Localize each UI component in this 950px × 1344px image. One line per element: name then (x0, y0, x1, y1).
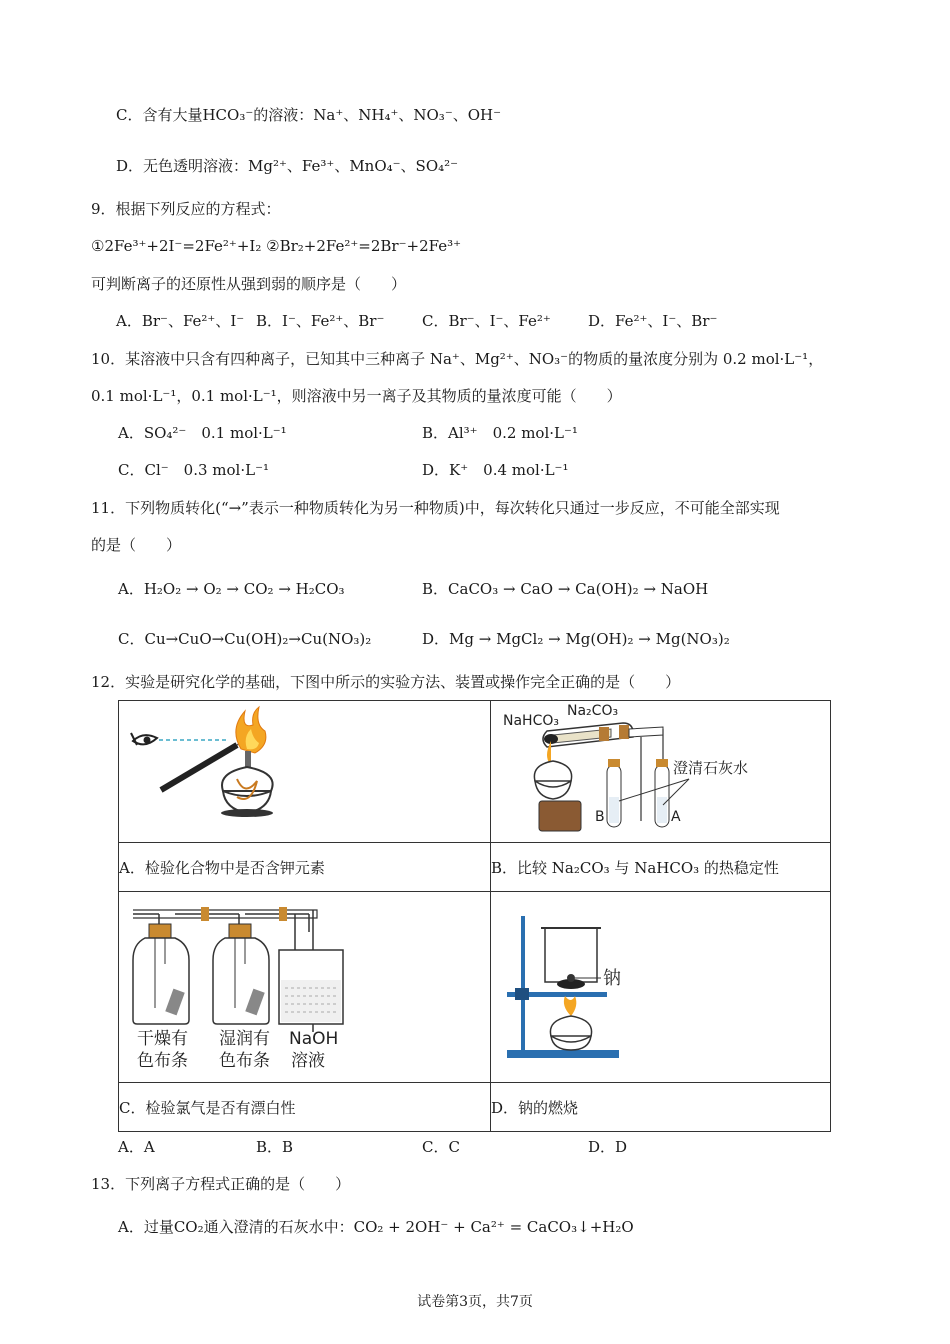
label-wet-1: 湿润有 (219, 1029, 270, 1049)
q9-equations: ①2Fe³⁺+2I⁻=2Fe²⁺+I₂ ②Br₂+2Fe²⁺=2Br⁻+2Fe³⁺ (91, 237, 462, 255)
q9-option-b: B．I⁻、Fe²⁺、Br⁻ (256, 312, 385, 330)
label-naoh-1: NaOH (289, 1029, 339, 1049)
q10-option-b: B．Al³⁺ 0.2 mol·L⁻¹ (422, 424, 578, 442)
q8-option-c: C．含有大量HCO₃⁻的溶液：Na⁺、NH₄⁺、NO₃⁻、OH⁻ (116, 106, 502, 124)
q10-option-a: A．SO₄²⁻ 0.1 mol·L⁻¹ (118, 424, 287, 442)
label-na2co3: Na₂CO₃ (567, 703, 619, 719)
q12-option-a: A．A (118, 1138, 155, 1156)
label-tube-a: A (671, 809, 681, 825)
figure-c-cell (119, 892, 491, 1083)
label-sodium: 钠 (603, 968, 621, 989)
label-wet-2: 色布条 (219, 1051, 270, 1071)
bottle-wet (213, 924, 269, 1024)
label-nahco3: NaHCO₃ (503, 713, 559, 729)
label-tube-b: B (595, 809, 605, 825)
caption-b: B．比较 Na₂CO₃ 与 NaHCO₃ 的热稳定性 (491, 843, 831, 892)
q11-option-b: B．CaCO₃ → CaO → Ca(OH)₂ → NaOH (422, 580, 709, 598)
q10-option-d: D．K⁺ 0.4 mol·L⁻¹ (422, 461, 569, 479)
q8-option-d: D．无色透明溶液：Mg²⁺、Fe³⁺、MnO₄⁻、SO₄²⁻ (116, 157, 459, 175)
q11-option-d: D．Mg → MgCl₂ → Mg(OH)₂ → Mg(NO₃)₂ (422, 630, 730, 648)
sodium-combustion-figure (491, 892, 830, 1078)
q11-stem-line2: 的是（ ） (91, 536, 182, 554)
test-tube-a (655, 759, 669, 827)
page-footer: 试卷第3页，共7页 (417, 1294, 533, 1310)
q11-option-a: A．H₂O₂ → O₂ → CO₂ → H₂CO₃ (118, 580, 345, 598)
beaker-naoh (279, 950, 343, 1024)
q9-stem: 9．根据下列反应的方程式： (91, 200, 281, 218)
caption-d: D．钠的燃烧 (491, 1083, 831, 1132)
figure-a-cell (119, 701, 491, 843)
q10-option-c: C．Cl⁻ 0.3 mol·L⁻¹ (118, 461, 270, 479)
q13-stem: 13．下列离子方程式正确的是（ ） (91, 1175, 351, 1193)
experiment-table (118, 700, 831, 1132)
q9-option-c: C．Br⁻、I⁻、Fe²⁺ (422, 312, 551, 330)
q12-option-b: B．B (256, 1138, 294, 1156)
q10-stem-line2: 0.1 mol·L⁻¹，0.1 mol·L⁻¹，则溶液中另一离子及其物质的量浓度可能（ ） (91, 387, 622, 405)
label-limewater: 澄清石灰水 (673, 759, 749, 777)
q13-option-a: A．过量CO₂通入澄清的石灰水中：CO₂ + 2OH⁻ + Ca²⁺ = CaCO₃↓+H₂O (118, 1218, 634, 1236)
q9-ask: 可判断离子的还原性从强到弱的顺序是（ ） (91, 275, 407, 293)
q12-option-c: C．C (422, 1138, 460, 1156)
flame-test-figure (119, 701, 490, 838)
q11-stem-line1: 11．下列物质转化(“→”表示一种物质转化为另一种物质)中，每次转化只通过一步反应，不可能全部实现 (91, 499, 780, 517)
caption-c: C．检验氯气是否有漂白性 (119, 1083, 491, 1132)
q11-option-c: C．Cu→CuO→Cu(OH)₂→Cu(NO₃)₂ (118, 630, 372, 648)
eye-icon (131, 733, 157, 745)
q10-stem-line1: 10．某溶液中只含有四种离子，已知其中三种离子 Na⁺、Mg²⁺、NO₃⁻的物质的量浓度分别为 0.2 mol·L⁻¹， (91, 350, 824, 368)
q12-option-d: D．D (588, 1138, 628, 1156)
chlorine-bleach-figure (119, 892, 490, 1078)
bottle-dry (133, 924, 189, 1024)
figure-b-cell (491, 701, 831, 843)
label-dry-2: 色布条 (137, 1051, 188, 1071)
thermal-stability-figure (491, 701, 830, 838)
q12-stem: 12．实验是研究化学的基础，下图中所示的实验方法、装置或操作完全正确的是（ ） (91, 673, 681, 691)
test-tube-b (607, 759, 621, 827)
figure-d-cell (491, 892, 831, 1083)
q9-option-a: A．Br⁻、Fe²⁺、I⁻ (116, 312, 245, 330)
caption-a: A．检验化合物中是否含钾元素 (119, 843, 491, 892)
label-naoh-2: 溶液 (291, 1051, 325, 1071)
q9-option-d: D．Fe²⁺、I⁻、Br⁻ (588, 312, 718, 330)
label-dry-1: 干燥有 (137, 1029, 188, 1049)
